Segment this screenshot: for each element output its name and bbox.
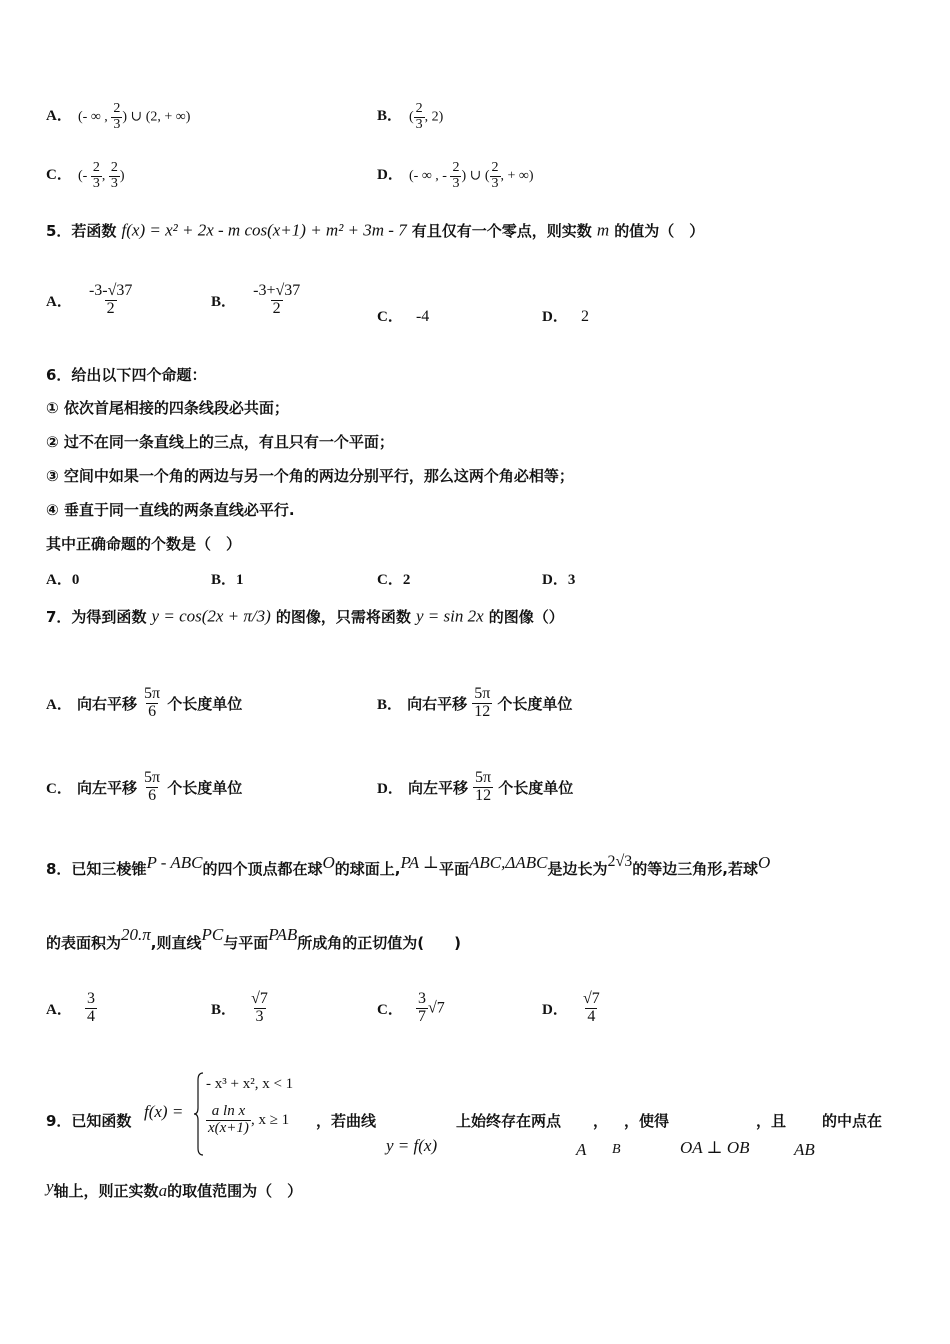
q9-case-1: - x³ + x², x < 1 (206, 1076, 294, 1092)
q9-text-1: ，若曲线 (316, 1112, 377, 1130)
q6-proposition-4: ④ 垂直于同一直线的两条直线必平行. (46, 501, 295, 519)
q5-option-b: B． $\frac{-3+√37}{2}$ (211, 282, 301, 317)
q4-option-d: D． (377, 167, 403, 183)
q4-option-b: B． (377, 108, 403, 124)
q9-point-b: B (612, 1142, 621, 1157)
q9-point-a: A (576, 1140, 587, 1159)
formula: y = cos(2x + π/3) (151, 606, 271, 626)
q8-option-c: C． $\frac{3}{7}$ √7 (377, 990, 445, 1025)
q4-option-c: C． (46, 167, 72, 183)
q4-option-a-expr: (- ∞ , $\frac{2}{3}$ ) ∪ (2, + ∞) (78, 101, 191, 132)
q5-option-d: D． 2 (542, 308, 589, 325)
q9-text-2: 上始终存在两点 (456, 1112, 562, 1130)
q8-option-a: A． $\frac{3}{4}$ (46, 990, 95, 1025)
brace-icon (194, 1072, 204, 1156)
q9-ab: AB (794, 1140, 815, 1159)
q7-option-d: D． 向左平移 $\frac{5\pi}{12}$ 个长度单位 (377, 769, 574, 804)
formula: f(x) = x² + 2x - m cos(x+1) + m² + 3m - 7 (121, 220, 407, 240)
q6-option-a: A．0 (46, 572, 80, 588)
q6-stem: 6．给出以下四个命题： (46, 366, 207, 384)
q9-line-2: y轴上，则正实数a的取值范围为（ ） (46, 1177, 303, 1200)
q4-option-b-expr: ( $\frac{2}{3}$ , 2) (409, 101, 444, 132)
q7-option-a: A． 向右平移 $\frac{5\pi}{6}$ 个长度单位 (46, 685, 243, 720)
q9-perp: OA ⊥ OB (680, 1138, 750, 1157)
q8-stem-line-1: 8．已知三棱锥P - ABC的四个顶点都在球O的球面上,PA ⊥平面ABC,ΔABC是边长为2√3的等边三角形,若球O (46, 853, 771, 878)
q9-case-2: $\frac{\text{a ln x}}{x(x+1)}$ , x ≥ 1 (208, 1103, 290, 1136)
q6-proposition-2: ② 过不在同一条直线上的三点，有且只有一个平面； (46, 433, 394, 451)
formula: y = sin 2x (416, 606, 484, 626)
q7-stem: 7．为得到函数 y = cos(2x + π/3) 的图像，只需将函数 y = sin 2x 的图像（） (46, 606, 564, 626)
q6-proposition-1: ① 依次首尾相接的四条线段必共面； (46, 399, 289, 417)
q8-stem-line-2: 的表面积为20.π,则直线PC与平面PAB所成角的正切值为( ) (46, 925, 461, 952)
q9-brace (194, 1072, 204, 1156)
q9-text-4: ，使得 (624, 1112, 670, 1130)
q5-option-c: C． -4 (377, 308, 430, 325)
q6-question: 其中正确命题的个数是（ ） (46, 535, 242, 553)
q9-fx: f(x) = (144, 1102, 184, 1121)
q9-curve: y = f(x) (386, 1136, 438, 1155)
q6-option-c: C．2 (377, 572, 411, 588)
q4-option-d-expr: (- ∞ , - $\frac{2}{3}$ ) ∪ ( $\frac{2}{3}$ , + ∞) (409, 160, 534, 191)
q5-option-a: A． $\frac{-3-√37}{2}$ (46, 282, 133, 317)
q6-option-d: D．3 (542, 572, 576, 588)
q9-text-6: 的中点在 (822, 1112, 883, 1130)
q4-option-a (46, 104, 72, 125)
q9-prefix: 9．已知函数 (46, 1112, 132, 1130)
q8-option-d: D． $\frac{√7}{4}$ (542, 990, 600, 1025)
q5-stem: 5．若函数 f(x) = x² + 2x - m cos(x+1) + m² + 3m - 7 有且仅有一个零点，则实数 m 的值为（ ） (46, 220, 705, 240)
q7-option-b: B． 向右平移 $\frac{5\pi}{12}$ 个长度单位 (377, 685, 573, 720)
q9-text-3: ， (593, 1112, 609, 1130)
question-text: 5．若函数 (46, 222, 117, 240)
q4-option-c-expr: (- $\frac{2}{3}$ , $\frac{2}{3}$ ) (78, 160, 125, 191)
q8-option-b: B． $\frac{√7}{3}$ (211, 990, 268, 1025)
q9-text-5: ，且 (756, 1112, 787, 1130)
q7-option-c: C． 向左平移 $\frac{5\pi}{6}$ 个长度单位 (46, 769, 243, 804)
q6-proposition-3: ③ 空间中如果一个角的两边与另一个角的两边分别平行，那么这两个角必相等； (46, 467, 574, 485)
option-label: A． (46, 108, 72, 124)
q6-option-b: B．1 (211, 572, 244, 588)
